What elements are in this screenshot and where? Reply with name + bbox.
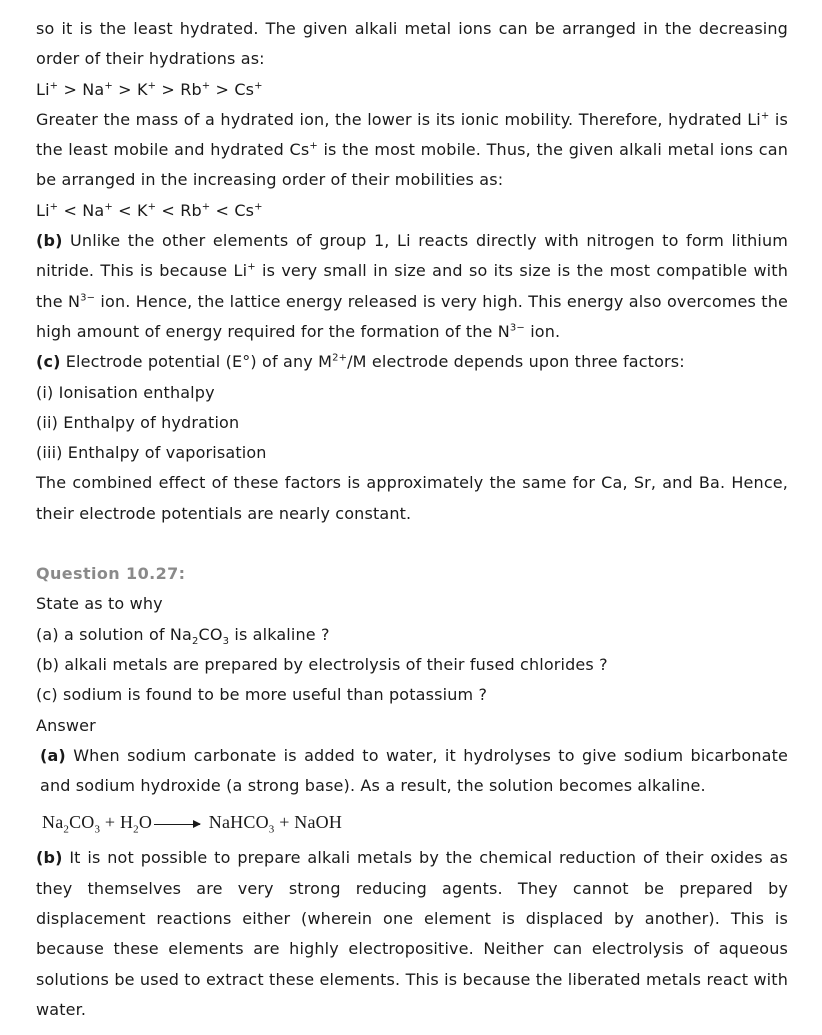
paragraph-part-b: (b) Unlike the other elements of group 1, Li reacts directly with nitrogen to form lithium nitride. This is because Li+ is very small in size and so its size is the most compatible with the $N^{3-}$ ion. Hence, the lattice energy released is very high. This energy also overcomes the high amount of energy required for the formation of the $N^{3-}$ ion. bbox=[36, 231, 788, 341]
spacer bbox=[36, 529, 788, 559]
hydration-order: Li+ > Na+ > K+ > Rb+ > Cs+ bbox=[36, 79, 263, 99]
paragraph-mobility: Greater the mass of a hydrated ion, the lower is its ionic mobility. Therefore, hydrated Li+ is the least mobile and hydrated Cs+ is the most mobile. Thus, the given alkali metal ions can be arranged in the increasing order of their mobilities as: bbox=[36, 109, 788, 190]
factor-item: (iii) Enthalpy of vaporisation bbox=[36, 443, 267, 463]
paragraph-hydration: so it is the least hydrated. The given alkali metal ions can be arranged in the decreasing order of their hydrations as: bbox=[36, 19, 788, 69]
answer-part-b: (b) It is not possible to prepare alkali metals by the chemical reduction of their oxides as they themselves are very strong reducing agents. They cannot be prepared by displacement reactions either (wherein one element is displaced by another). This is because these elements are highly electropositive. Neither can electrolysis of aqueous solutions be used to extract these elements. This is because the liberated metals react with water. bbox=[36, 848, 788, 1019]
mobility-order: Li+ < Na+ < K+ < Rb+ < Cs+ bbox=[36, 200, 263, 220]
question-part-b: (b) alkali metals are prepared by electrolysis of their fused chlorides ? bbox=[36, 654, 608, 674]
part-c-label: (c) bbox=[36, 352, 61, 372]
question-title: Question 10.27: bbox=[36, 564, 186, 584]
answer-b-label: (b) bbox=[36, 848, 63, 868]
factor-item: (ii) Enthalpy of hydration bbox=[36, 412, 240, 432]
document-page bbox=[36, 0, 788, 1025]
question-part-c: (c) sodium is found to be more useful than potassium ? bbox=[36, 685, 488, 705]
question-intro: State as to why bbox=[36, 594, 163, 614]
paragraph-part-c: (c) Electrode potential (E°) of any $M^{2+}/M$ electrode depends upon three factors: bbox=[36, 352, 685, 372]
hydrolysis-equation: $Na_2CO_3 + H_2O$ NaHCO$_3$ + NaOH bbox=[42, 812, 343, 837]
answer-a-label: (a) bbox=[40, 745, 66, 765]
reaction-arrow-icon bbox=[154, 824, 200, 825]
factor-item: (i) Ionisation enthalpy bbox=[36, 382, 215, 402]
paragraph-combined-effect: The combined effect of these factors is approximately the same for Ca, Sr, and Ba. Hence, their electrode potentials are nearly constant. bbox=[36, 473, 788, 523]
answer-part-a: (a) When sodium carbonate is added to water, it hydrolyses to give sodium bicarbonate and sodium hydroxide (a strong base). As a result, the solution becomes alkaline. bbox=[40, 745, 788, 796]
part-b-label: (b) bbox=[36, 231, 63, 251]
answer-label: Answer bbox=[36, 715, 96, 735]
question-part-a: (a) a solution of $Na_2CO_3$ is alkaline ? bbox=[36, 624, 330, 647]
